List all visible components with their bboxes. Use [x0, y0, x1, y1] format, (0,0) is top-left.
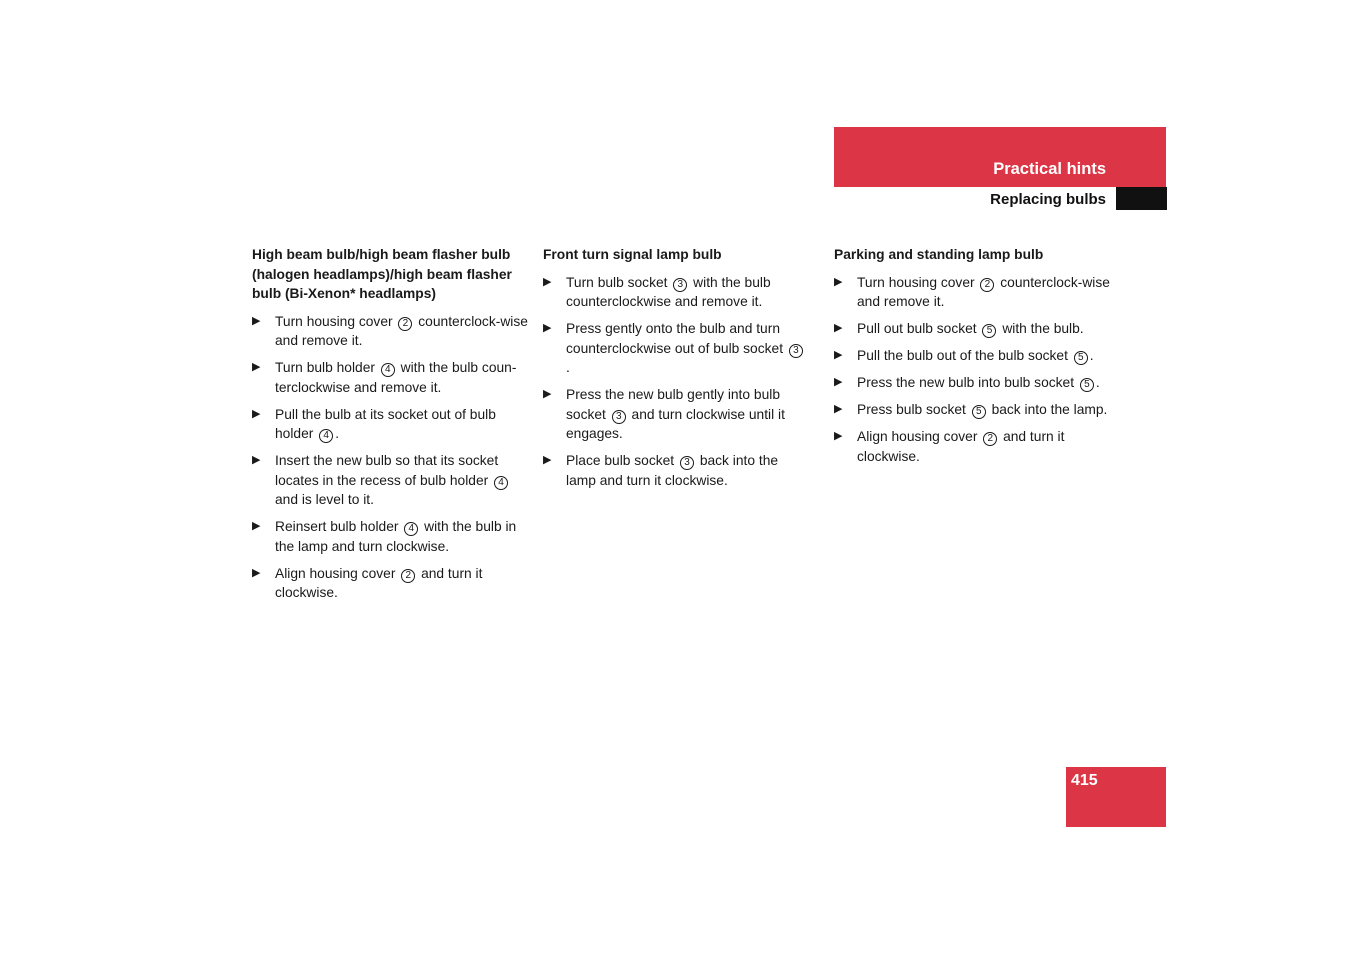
column-heading: Front turn signal lamp bulb	[543, 247, 722, 262]
column-parking-lamp	[834, 245, 1114, 474]
part-number-callout: 3	[673, 278, 687, 292]
step-text: with the bulb coun-terclockwise and remove it.	[275, 360, 517, 395]
step-text: with the bulb in the lamp and turn clockwise.	[275, 519, 517, 554]
step-text: Pull the bulb out of the bulb socket	[857, 348, 1072, 363]
list-item	[252, 451, 532, 510]
step-text: back into the lamp.	[987, 402, 1108, 417]
part-number-callout: 4	[494, 476, 508, 490]
part-number-callout: 4	[319, 429, 333, 443]
step-text: with the bulb.	[998, 321, 1084, 336]
section-title: Practical hints	[993, 160, 1106, 178]
step-text: and turn it clockwise.	[275, 565, 483, 600]
list-item	[252, 405, 532, 444]
list-item	[252, 517, 532, 556]
step-text: Turn bulb holder	[275, 360, 379, 375]
part-number-callout: 5	[972, 405, 986, 419]
step-list	[834, 273, 1114, 467]
list-item	[834, 400, 1114, 420]
list-item	[252, 312, 532, 351]
step-text: and is level to it.	[275, 492, 374, 507]
bullet-arrow-icon: ▶	[834, 349, 843, 361]
part-number-callout: 3	[789, 344, 803, 358]
list-item	[834, 346, 1114, 366]
step-text: Insert the new bulb so that its socket locates in the recess of bulb holder	[275, 453, 499, 488]
bullet-arrow-icon: ▶	[543, 322, 552, 334]
list-item	[834, 319, 1114, 339]
bullet-arrow-icon: ▶	[834, 322, 843, 334]
list-item	[252, 564, 532, 603]
column-front-turn-signal	[543, 245, 808, 498]
part-number-callout: 5	[1080, 378, 1094, 392]
column-high-beam	[252, 245, 532, 610]
step-text: with the bulb counterclockwise and remove it.	[566, 274, 771, 309]
part-number-callout: 2	[983, 432, 997, 446]
page-number: 415	[1071, 772, 1098, 789]
step-text: counterclock-wise and remove it.	[275, 313, 528, 348]
step-text: Pull the bulb at its socket out of bulb holder	[275, 406, 496, 441]
step-text: Press gently onto the bulb and turn counterclockwise out of bulb socket	[566, 321, 787, 356]
part-number-callout: 5	[982, 324, 996, 338]
step-text: Place bulb socket	[566, 453, 678, 468]
step-text: Turn housing cover	[857, 274, 979, 290]
bullet-arrow-icon: ▶	[543, 388, 552, 400]
step-text: Align housing cover	[275, 565, 400, 581]
section-tab-marker	[1116, 187, 1167, 210]
step-text: and turn it clockwise.	[857, 429, 1065, 464]
bullet-arrow-icon: ▶	[834, 403, 843, 415]
column-heading: Parking and standing lamp bulb	[834, 247, 1044, 262]
step-list	[543, 273, 808, 491]
part-number-callout: 2	[401, 569, 415, 583]
list-item	[834, 273, 1114, 312]
list-item	[834, 373, 1114, 393]
list-item	[834, 427, 1114, 466]
bullet-arrow-icon: ▶	[834, 275, 843, 288]
step-text: .	[1095, 375, 1100, 390]
bullet-arrow-icon: ▶	[834, 430, 843, 442]
step-text: Reinsert bulb holder	[275, 519, 403, 534]
list-item	[543, 273, 808, 312]
step-text: and turn clockwise until it engages.	[566, 406, 785, 441]
step-text: counterclock-wise and remove it.	[857, 274, 1110, 309]
step-text: Press bulb socket	[857, 402, 970, 417]
bullet-arrow-icon: ▶	[252, 314, 261, 327]
step-text: .	[566, 360, 570, 375]
bullet-arrow-icon: ▶	[252, 361, 261, 373]
bullet-arrow-icon: ▶	[252, 454, 261, 466]
step-text: Press the new bulb into bulb socket	[857, 375, 1078, 390]
bullet-arrow-icon: ▶	[252, 566, 261, 579]
step-text: Turn housing cover	[275, 313, 397, 329]
step-text: Press the new bulb gently into bulb socket	[566, 387, 780, 422]
part-number-callout: 4	[381, 363, 395, 377]
bullet-arrow-icon: ▶	[252, 407, 261, 420]
bullet-arrow-icon: ▶	[252, 520, 261, 532]
column-heading: High beam bulb/high beam flasher bulb (halogen headlamps)/high beam flasher bulb (Bi-Xenon* headlamps)	[252, 247, 512, 301]
list-item	[543, 451, 808, 490]
step-text: .	[335, 426, 340, 441]
part-number-callout: 3	[680, 456, 694, 470]
step-list	[252, 312, 532, 603]
step-text: back into the lamp and turn it clockwise.	[566, 453, 779, 488]
part-number-callout: 2	[398, 317, 412, 331]
step-text: Pull out bulb socket	[857, 321, 981, 336]
bullet-arrow-icon: ▶	[543, 454, 552, 466]
part-number-callout: 3	[612, 410, 626, 424]
list-item	[252, 358, 532, 397]
part-number-callout: 5	[1074, 351, 1088, 365]
list-item	[543, 319, 808, 378]
step-text: .	[1089, 348, 1094, 363]
list-item	[543, 385, 808, 444]
step-text: Align housing cover	[857, 429, 982, 444]
part-number-callout: 4	[404, 522, 418, 536]
subsection-title: Replacing bulbs	[990, 191, 1106, 208]
part-number-callout: 2	[980, 278, 994, 292]
bullet-arrow-icon: ▶	[834, 376, 843, 388]
bullet-arrow-icon: ▶	[543, 275, 552, 288]
step-text: Turn bulb socket	[566, 274, 672, 290]
